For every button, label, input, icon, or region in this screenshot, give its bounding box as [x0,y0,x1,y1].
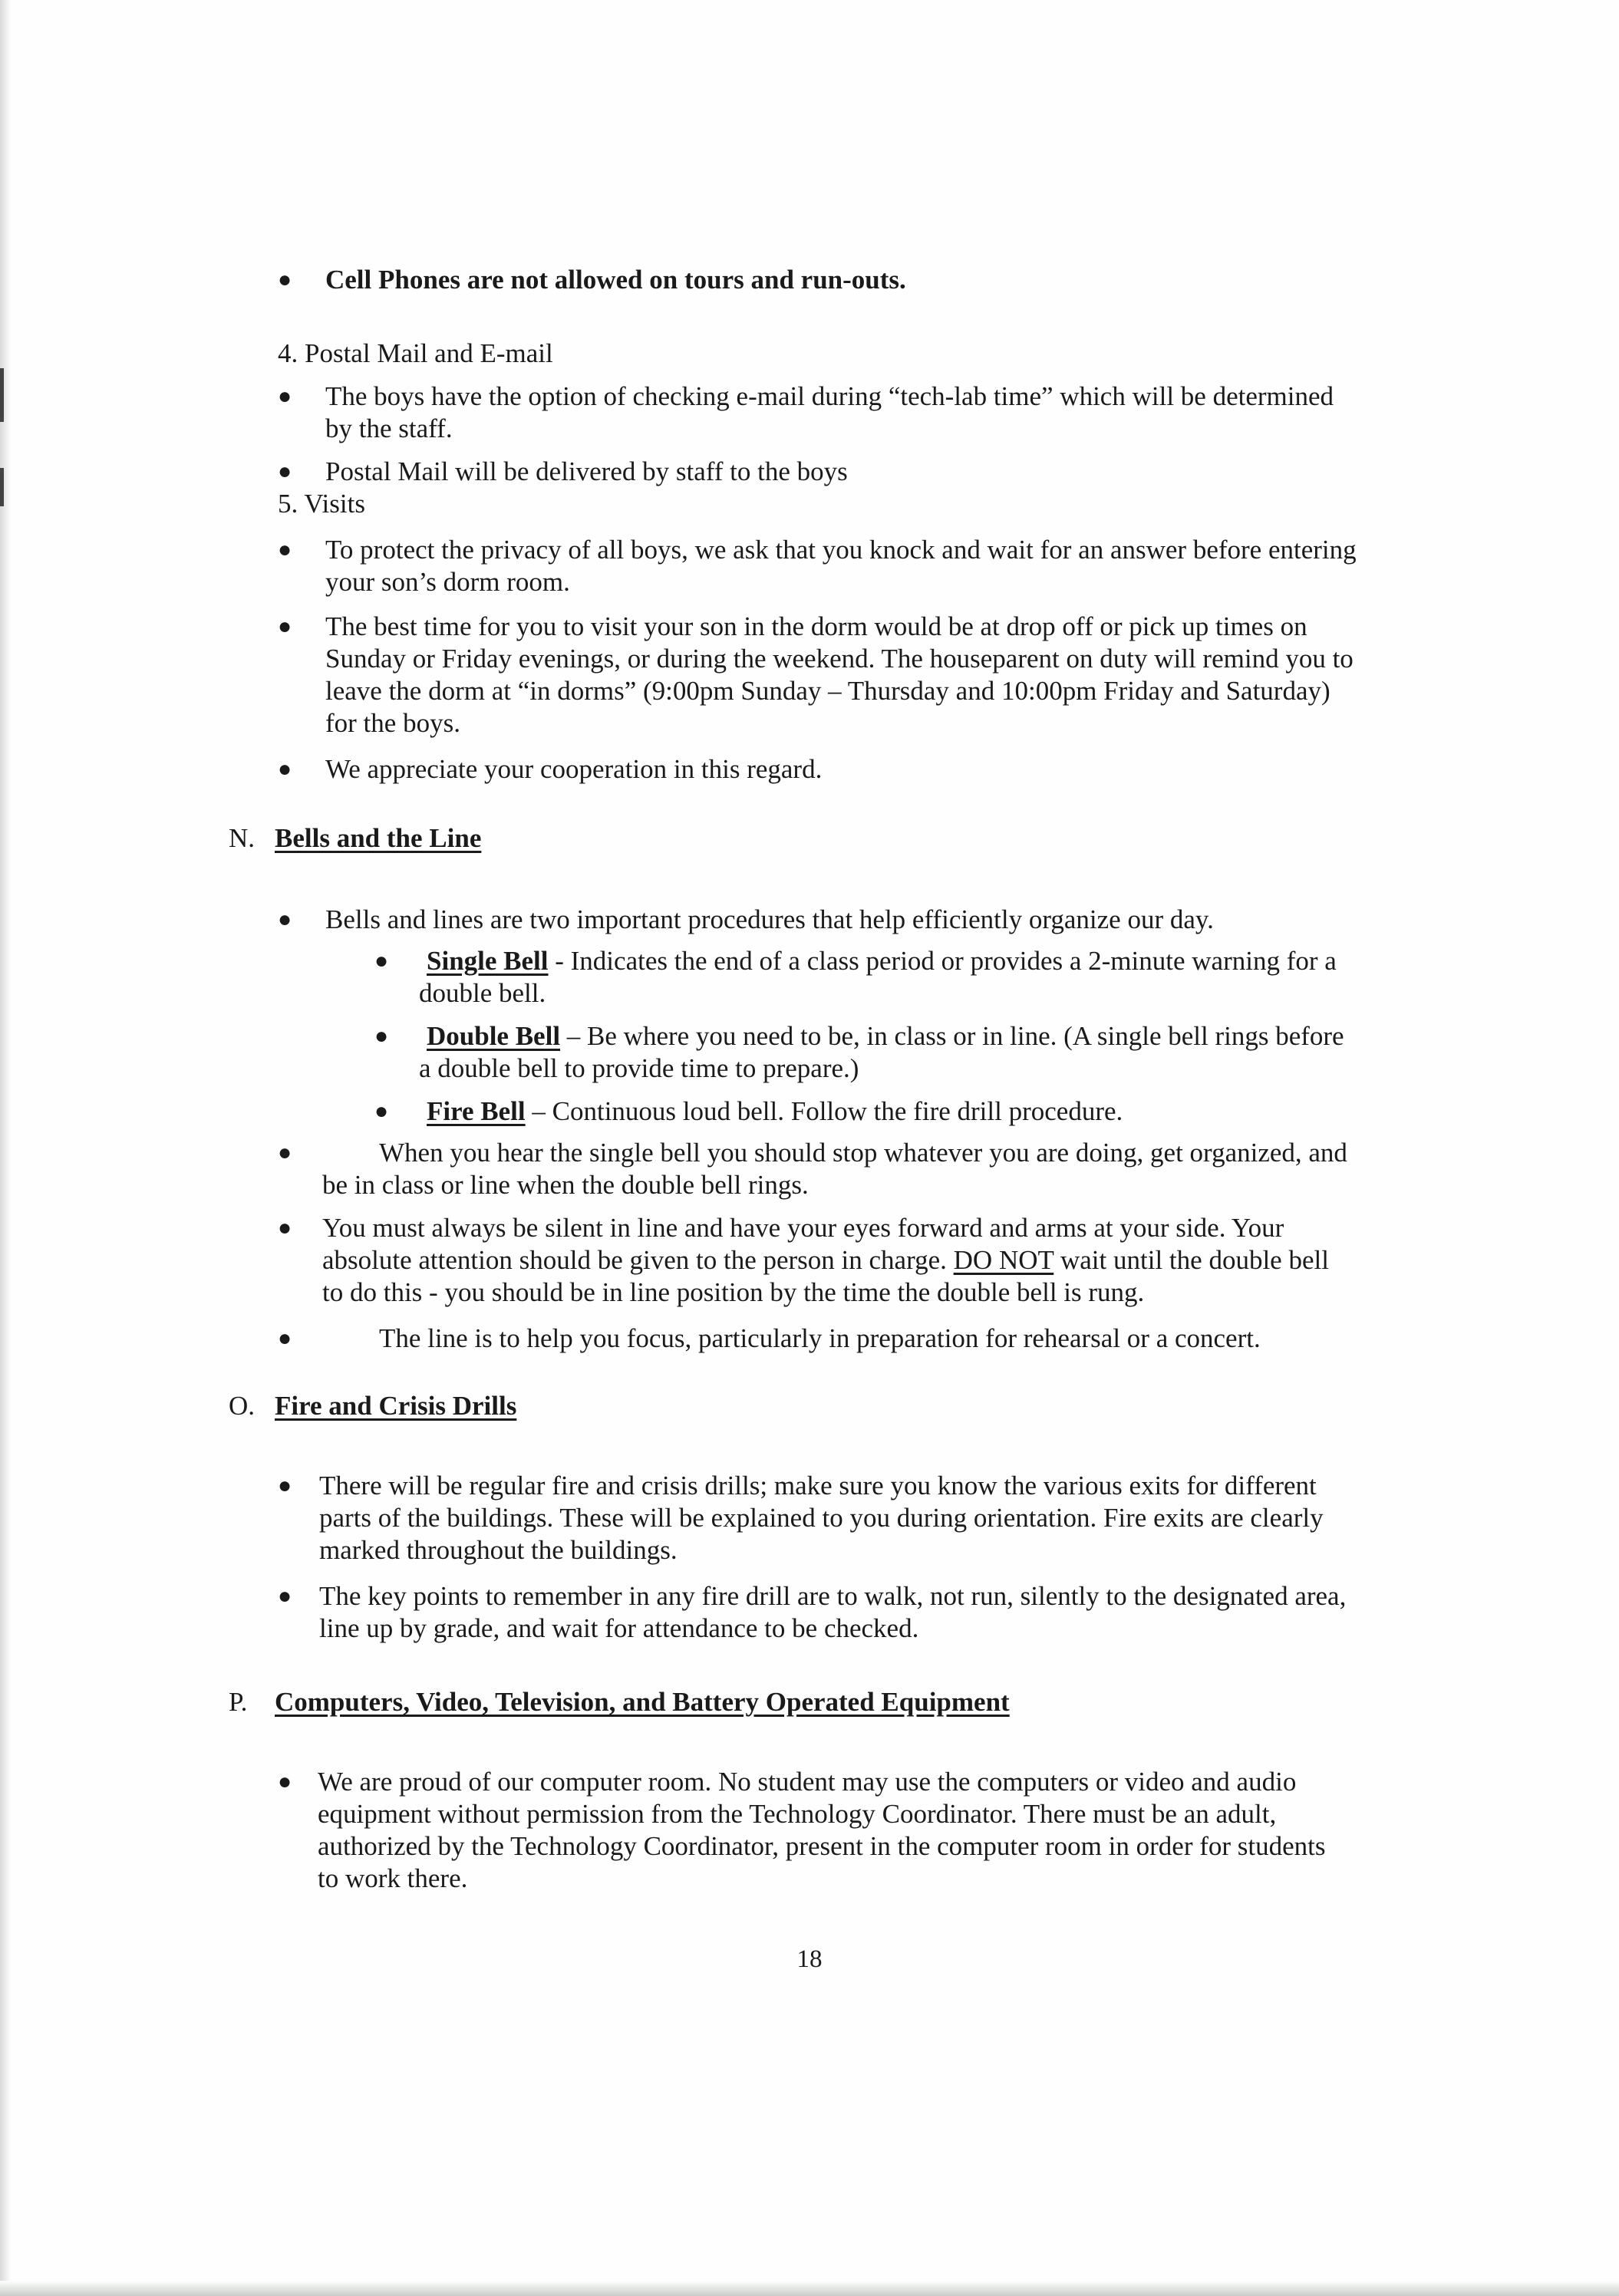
item-5-title: 5. Visits [278,489,365,519]
bullet-icon: ● [278,1769,292,1794]
list-item-line: authorized by the Technology Coordinator, present in the computer room in order for students [318,1831,1326,1861]
bullet-icon: ● [374,948,389,973]
bullet-icon: ● [278,1215,292,1240]
bullet-icon: ● [278,1583,292,1609]
list-item-line: The boys have the option of checking e-mail during “tech-lab time” which will be determined [325,381,1334,411]
bell-definition: Double Bell – Be where you need to be, in class or in line. (A single bell rings before [427,1021,1344,1051]
bell-term: Double Bell [427,1021,561,1051]
bullet-icon: ● [278,459,292,484]
list-item-line: Sunday or Friday evenings, or during the weekend. The houseparent on duty will remind you to [325,644,1354,674]
cell-phones-note: Cell Phones are not allowed on tours and run-outs. [325,265,906,295]
list-item-line: a double bell to provide time to prepare.) [419,1053,859,1083]
bullet-icon: ● [278,756,292,782]
bullet-icon: ● [278,537,292,562]
list-item-line: Bells and lines are two important procedures that help efficiently organize our day. [325,904,1214,934]
list-item-line: double bell. [419,978,546,1008]
do-not-emphasis: DO NOT [953,1245,1054,1275]
bullet-icon: ● [278,267,292,292]
bullet-icon: ● [278,614,292,639]
list-item-line: be in class or line when the double bell rings. [322,1170,809,1200]
bell-term: Fire Bell [427,1096,526,1126]
bullet-icon: ● [374,1023,389,1049]
section-letter: O. [229,1391,256,1421]
bell-definition: Single Bell - Indicates the end of a class period or provides a 2-minute warning for a [427,946,1337,976]
list-item-line: absolute attention should be given to the person in charge. DO NOT wait until the double bell [322,1245,1329,1275]
section-title: Fire and Crisis Drills [275,1391,517,1421]
list-item-line: You must always be silent in line and have your eyes forward and arms at your side. Your [322,1213,1284,1243]
list-item-line: Postal Mail will be delivered by staff to the boys [325,456,848,486]
list-item-line: The key points to remember in any fire drill are to walk, not run, silently to the designated area, [319,1581,1347,1611]
bullet-icon: ● [278,907,292,932]
list-item-line: We are proud of our computer room. No student may use the computers or video and audio [318,1767,1297,1797]
list-item-line: There will be regular fire and crisis drills; make sure you know the various exits for different [319,1471,1317,1500]
list-item-line: to do this - you should be in line position by the time the double bell is rung. [322,1277,1145,1307]
list-item-line: The best time for you to visit your son in the dorm would be at drop off or pick up times on [325,611,1307,641]
scan-edge-mark [0,468,4,506]
section-letter: N. [229,823,256,853]
page-number: 18 [796,1945,823,1973]
list-item-line: equipment without permission from the Technology Coordinator. There must be an adult, [318,1799,1277,1829]
section-title: Bells and the Line [275,823,482,853]
list-item-line: We appreciate your cooperation in this regard. [325,754,823,784]
section-title: Computers, Video, Television, and Battery Operated Equipment [275,1687,1010,1717]
scan-bottom-edge-shadow [0,2281,1619,2296]
item-4-title: 4. Postal Mail and E-mail [278,338,553,368]
bullet-icon: ● [374,1099,389,1124]
bullet-icon: ● [278,1473,292,1498]
list-item-line: marked throughout the buildings. [319,1535,678,1565]
bell-term: Single Bell [427,946,549,976]
bullet-icon: ● [278,1326,292,1351]
list-item-line: When you hear the single bell you should stop whatever you are doing, get organized, and [379,1138,1347,1168]
section-letter: P. [229,1687,248,1717]
list-item-line: to work there. [318,1863,468,1893]
bullet-icon: ● [278,384,292,409]
list-item-line: The line is to help you focus, particularly in preparation for rehearsal or a concert. [379,1323,1261,1353]
list-item-line: line up by grade, and wait for attendance to be checked. [319,1613,919,1643]
section-o-heading [229,1390,516,1422]
list-item-line: leave the dorm at “in dorms” (9:00pm Sunday – Thursday and 10:00pm Friday and Saturday) [325,676,1330,706]
section-n-heading [229,822,481,855]
list-item-line: for the boys. [325,708,460,738]
list-item-line: parts of the buildings. These will be explained to you during orientation. Fire exits are clearly [319,1503,1324,1533]
bullet-icon: ● [278,1140,292,1165]
scan-edge-mark [0,368,4,422]
list-item-line: To protect the privacy of all boys, we ask that you knock and wait for an answer before entering [325,535,1357,565]
bell-definition: Fire Bell – Continuous loud bell. Follow the fire drill procedure. [427,1096,1123,1126]
section-p-heading [229,1686,1010,1718]
list-item-line: your son’s dorm room. [325,567,570,597]
list-item-line: by the staff. [325,413,453,443]
